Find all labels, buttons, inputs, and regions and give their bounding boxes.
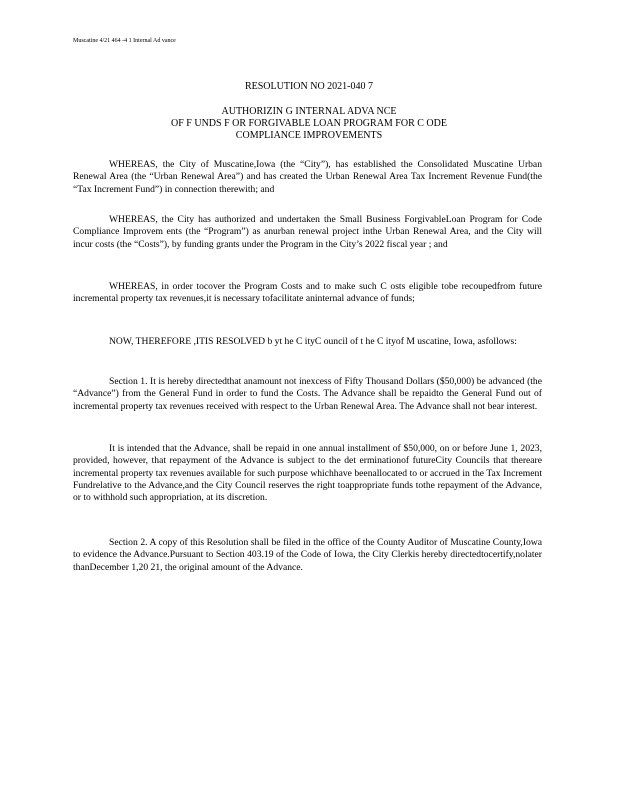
whereas-paragraph-1: WHEREAS, the City of Muscatine,Iowa (the “City”), has established the Consolidated Muscatine Urban Renewal Area (the “Urban Renewal Area”) and has created the Urban Renewal Area Tax Increment Revenue Fund(the “Tax Increment Fund”) in connection therewith; and [73,159,542,195]
section-1-paragraph: Section 1. It is hereby directedthat anamount not inexcess of Fifty Thousand Dollars ($50,000) be advanced (the “Advance”) from the General Fund in order to fund the Costs. The Advance shall be repaidto the General Fund out of incremental property tax revenues received with respect to the Urban Renewal Area. The Advance shall not bear interest. [73,376,542,412]
document-header: Muscatine 4/21 464 -4 1 Internal Ad vance [73,38,176,44]
resolution-number: RESOLUTION NO 2021-040 7 [244,81,374,92]
title-line: COMPLIANCE IMPROVEMENTS [235,130,383,141]
resolution-title [0,106,618,142]
title-line: AUTHORIZIN G INTERNAL ADVA NCE [221,106,397,117]
whereas-paragraph-2: WHEREAS, the City has authorized and undertaken the Small Business ForgivableLoan Program for Code Compliance Improvem ents (the “Program”) as anurban renewal project inthe Urban Renewal Area, and the City will incur costs (the “Costs”), by funding grants under the Program in the City’s 2022 fiscal year ; and [73,214,542,250]
intent-paragraph: It is intended that the Advance, shall be repaid in one annual installment of $50,000, on or before June 1, 2023, provided, however, that repayment of the Advance is subject to the det erminationof futureCity Councils that thereare incremental property tax revenues available for such purpose whichhave beenallocated to or accrued in the Tax Increment Fundrelative to the Advance,and the City Council reserves the right toappropriate funds tothe repayment of the Advance, or to withhold such appropriation, at its discretion. [73,443,542,504]
now-therefore-paragraph: NOW, THEREFORE ,ITIS RESOLVED b yt he C ityC ouncil of t he C ityof M uscatine, Iowa, asfollows: [109,336,517,347]
whereas-paragraph-3: WHEREAS, in order tocover the Program Costs and to make such C osts eligible tobe recoupedfrom future incremental property tax revenues,it is necessary tofacilitate aninternal advance of funds; [73,281,542,305]
title-line: OF F UNDS F OR FORGIVABLE LOAN PROGRAM FOR C ODE [171,118,447,129]
section-2-paragraph: Section 2. A copy of this Resolution shall be filed in the office of the County Auditor of Muscatine County,Iowa to evidence the Advance.Pursuant to Section 403.19 of the Code of Iowa, the City Clerkis hereby directedtocertify,nolater thanDecember 1,20 21, the original amount of the Advance. [73,537,542,573]
